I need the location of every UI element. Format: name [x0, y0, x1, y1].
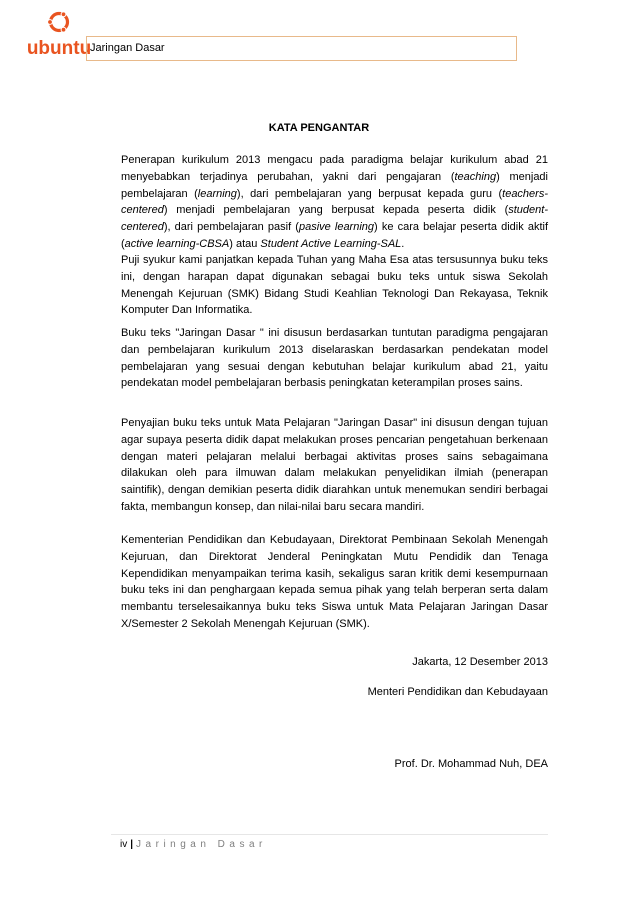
footer-divider — [111, 834, 548, 835]
signatory-position: Menteri Pendidikan dan Kebudayaan — [367, 686, 548, 698]
paragraph-5: Kementerian Pendidikan dan Kebudayaan, Direktorat Pembinaan Sekolah Menengah Kejuruan, dan Direktorat Jenderal Peningkatan Mutu Pendidik dan Tenaga Kependidikan menyampaikan terima kasih, sekaligus saran kritik demi kesempurnaan buku teks ini dan penghargaan kepada semua pihak yang telah berperan serta dalam membantu terselesaikannya buku teks Siswa untuk Mata Pelajaran Jaringan Dasar X/Semester 2 Sekolah Menengah Kejuruan (SMK). — [121, 534, 548, 630]
footer-title: Jaringan Dasar — [136, 839, 267, 850]
paragraph-1: Penerapan kurikulum 2013 mengacu pada paradigma belajar kurikulum abad 21 menyebabkan terjadinya perubahan, yakni dari pengajaran (teaching) menjadi pembelajaran (learning), dari pembelajaran yang berpusat kepada guru (teachers-centered) menjadi pembelajaran yang berpusat kepada peserta didik (student-centered), dari pembelajaran pasif (pasive learning) ke cara belajar peserta didik aktif (active learning-CBSA) atau Student Active Learning-SAL. — [121, 154, 548, 250]
paragraph-4: Penyajian buku teks untuk Mata Pelajaran "Jaringan Dasar" ini disusun dengan tujuan agar supaya peserta didik dapat melakukan proses pencarian pengetahuan berkenaan dengan materi pelajaran melalui berbagai aktivitas proses sains sebagaimana dilakukan oleh para ilmuwan dalam melakukan penyelidikan ilmiah (penerapan saintifik), dengan demikian peserta didik diarahkan untuk menemukan sendiri berbagai fakta, membangun konsep, dan nilai-nilai baru secara mandiri. — [121, 417, 548, 513]
signatory-name: Prof. Dr. Mohammad Nuh, DEA — [394, 758, 548, 770]
paragraph-2: Puji syukur kami panjatkan kepada Tuhan yang Maha Esa atas tersusunnya buku teks ini, dengan harapan dapat digunakan sebagai buku teks untuk siswa Sekolah Menengah Kejuruan (SMK) Bidang Studi Keahlian Teknologi Dan Rekayasa, Teknik Komputer Dan Informatika. — [121, 254, 548, 317]
page-number: iv — [120, 839, 128, 850]
paragraph-3: Buku teks "Jaringan Dasar " ini disusun berdasarkan tuntutan paradigma pengajaran dan pembelajaran kurikulum 2013 diselaraskan berdasarkan pendekatan model pembelajaran yang sesuai dengan kebutuhan belajar kurikulum abad 21, yaitu pendekatan model pembelajaran berbasis peningkatan keterampilan proses sains. — [121, 327, 548, 390]
footer — [120, 839, 267, 850]
place-date: Jakarta, 12 Desember 2013 — [412, 656, 548, 668]
ubuntu-wordmark: ubuntu — [26, 38, 92, 59]
header-title: Jaringan Dasar — [90, 42, 165, 54]
page-title: KATA PENGANTAR — [268, 122, 370, 134]
footer-separator: | — [130, 839, 134, 850]
